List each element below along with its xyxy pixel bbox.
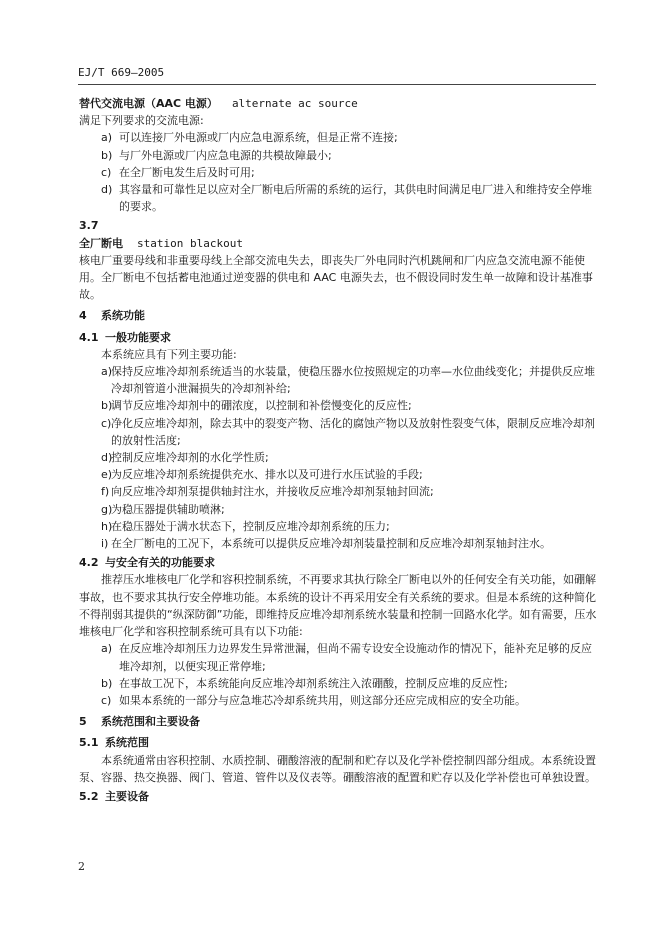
section-4-1-intro: 本系统应具有下列主要功能:	[101, 347, 237, 361]
list-item: a) 保持反应堆冷却剂系统适当的水装量，使稳压器水位按照规定的功率—水位曲线变化；并提供反应堆冷却剂管道小泄漏损失的冷却剂补给;	[101, 365, 595, 396]
section-3-7-number: 3.7	[79, 219, 99, 233]
list-item: a) 在反应堆冷却剂压力边界发生异常泄漏，但尚不需专设安全设施动作的情况下，能补充足够的反应堆冷却剂，以便实现正常停堆;	[101, 642, 592, 673]
term-aac-heading	[79, 95, 599, 112]
page-content	[79, 95, 599, 805]
page-number: 2	[78, 860, 85, 873]
list-item: g) 为稳压器提供辅助喷淋;	[101, 502, 225, 516]
term-sbo-cn: 全厂断电	[79, 236, 123, 250]
list-item: f) 向反应堆冷却剂泵提供轴封注水，并接收反应堆冷却剂泵轴封回流;	[101, 485, 434, 499]
section-3-7-paragraph: 核电厂重要母线和非重要母线上全部交流电失去，即丧失厂外电同时汽机跳闸和厂内应急交流电源不能使用。全厂断电不包括蓄电池通过逆变器的供电和 AAC 电源失去，也不假设同时发生单一故障和设计基准事故。	[79, 253, 593, 302]
term-sbo-en: station blackout	[137, 236, 243, 250]
list-item: d) 其容量和可靠性足以应对全厂断电后所需的系统的运行，其供电时间满足电厂进入和维持安全停堆的要求。	[101, 183, 592, 214]
header-rule	[78, 84, 596, 85]
section-4-2-heading: 4.2 与安全有关的功能要求	[79, 556, 215, 570]
section-5-1-paragraph: 本系统通常由容积控制、水质控制、硼酸溶液的配制和贮存以及化学补偿控制四部分组成。本系统设置泵、容器、热交换器、阀门、管道、管件以及仪表等。硼酸溶液的配置和贮存以及化学补偿也可单独设置。	[79, 753, 596, 784]
section-5-1-heading: 5.1 系统范围	[79, 736, 149, 750]
term-aac-cn: 替代交流电源（AAC 电源）	[79, 97, 218, 110]
list-item: d) 控制反应堆冷却剂的水化学性质;	[101, 451, 269, 465]
list-item: b) 调节反应堆冷却剂中的硼浓度，以控制和补偿慢变化的反应性;	[101, 399, 412, 413]
list-item: b) 与厂外电源或厂内应急电源的共模故障最小;	[101, 148, 332, 162]
term-aac-en: alternate ac source	[231, 97, 358, 110]
list-item: b) 在事故工况下，本系统能向反应堆冷却剂系统注入浓硼酸，控制反应堆的反应性;	[101, 676, 508, 690]
term-aac-definition: 满足下列要求的交流电源:	[79, 114, 204, 128]
term-sbo-heading	[79, 235, 599, 252]
section-4-1-heading: 4.1 一般功能要求	[79, 330, 171, 344]
section-4-heading: 4 系统功能	[79, 309, 145, 323]
list-item: e) 为反应堆冷却剂系统提供充水、排水以及可进行水压试验的手段;	[101, 468, 423, 482]
list-item: i) 在全厂断电的工况下，本系统可以提供反应堆冷却剂装量控制和反应堆冷却剂泵轴封注水。	[101, 537, 551, 551]
list-item: a) 可以连接厂外电源或厂内应急电源系统，但是正常不连接;	[101, 131, 398, 145]
list-item: c) 净化反应堆冷却剂，除去其中的裂变产物、活化的腐蚀产物以及放射性裂变气体，限制反应堆冷却剂的放射性活度;	[101, 416, 595, 447]
section-5-heading: 5 系统范围和主要设备	[79, 715, 200, 729]
list-item: c) 如果本系统的一部分与应急堆芯冷却系统共用，则这部分还应完成相应的安全功能。	[101, 693, 526, 707]
list-item: c) 在全厂断电发生后及时可用;	[101, 165, 255, 179]
standard-number: EJ/T 669—2005	[78, 66, 165, 79]
list-item: h) 在稳压器处于满水状态下，控制反应堆冷却剂系统的压力;	[101, 519, 390, 533]
section-4-2-paragraph: 推荐压水堆核电厂化学和容积控制系统，不再要求其执行除全厂断电以外的任何安全有关功能，如硼解事故，也不要求其执行安全停堆功能。本系统的设计不再采用安全有关系统的要求。但是本系统的这种简化不得削弱其提供的“纵深防御”功能，即维持反应堆冷却剂系统水装量和控制一回路水化学。如有需要，压水堆核电厂化学和容积控制系统可具有以下功能:	[79, 573, 597, 639]
section-5-2-heading: 5.2 主要设备	[79, 789, 149, 803]
